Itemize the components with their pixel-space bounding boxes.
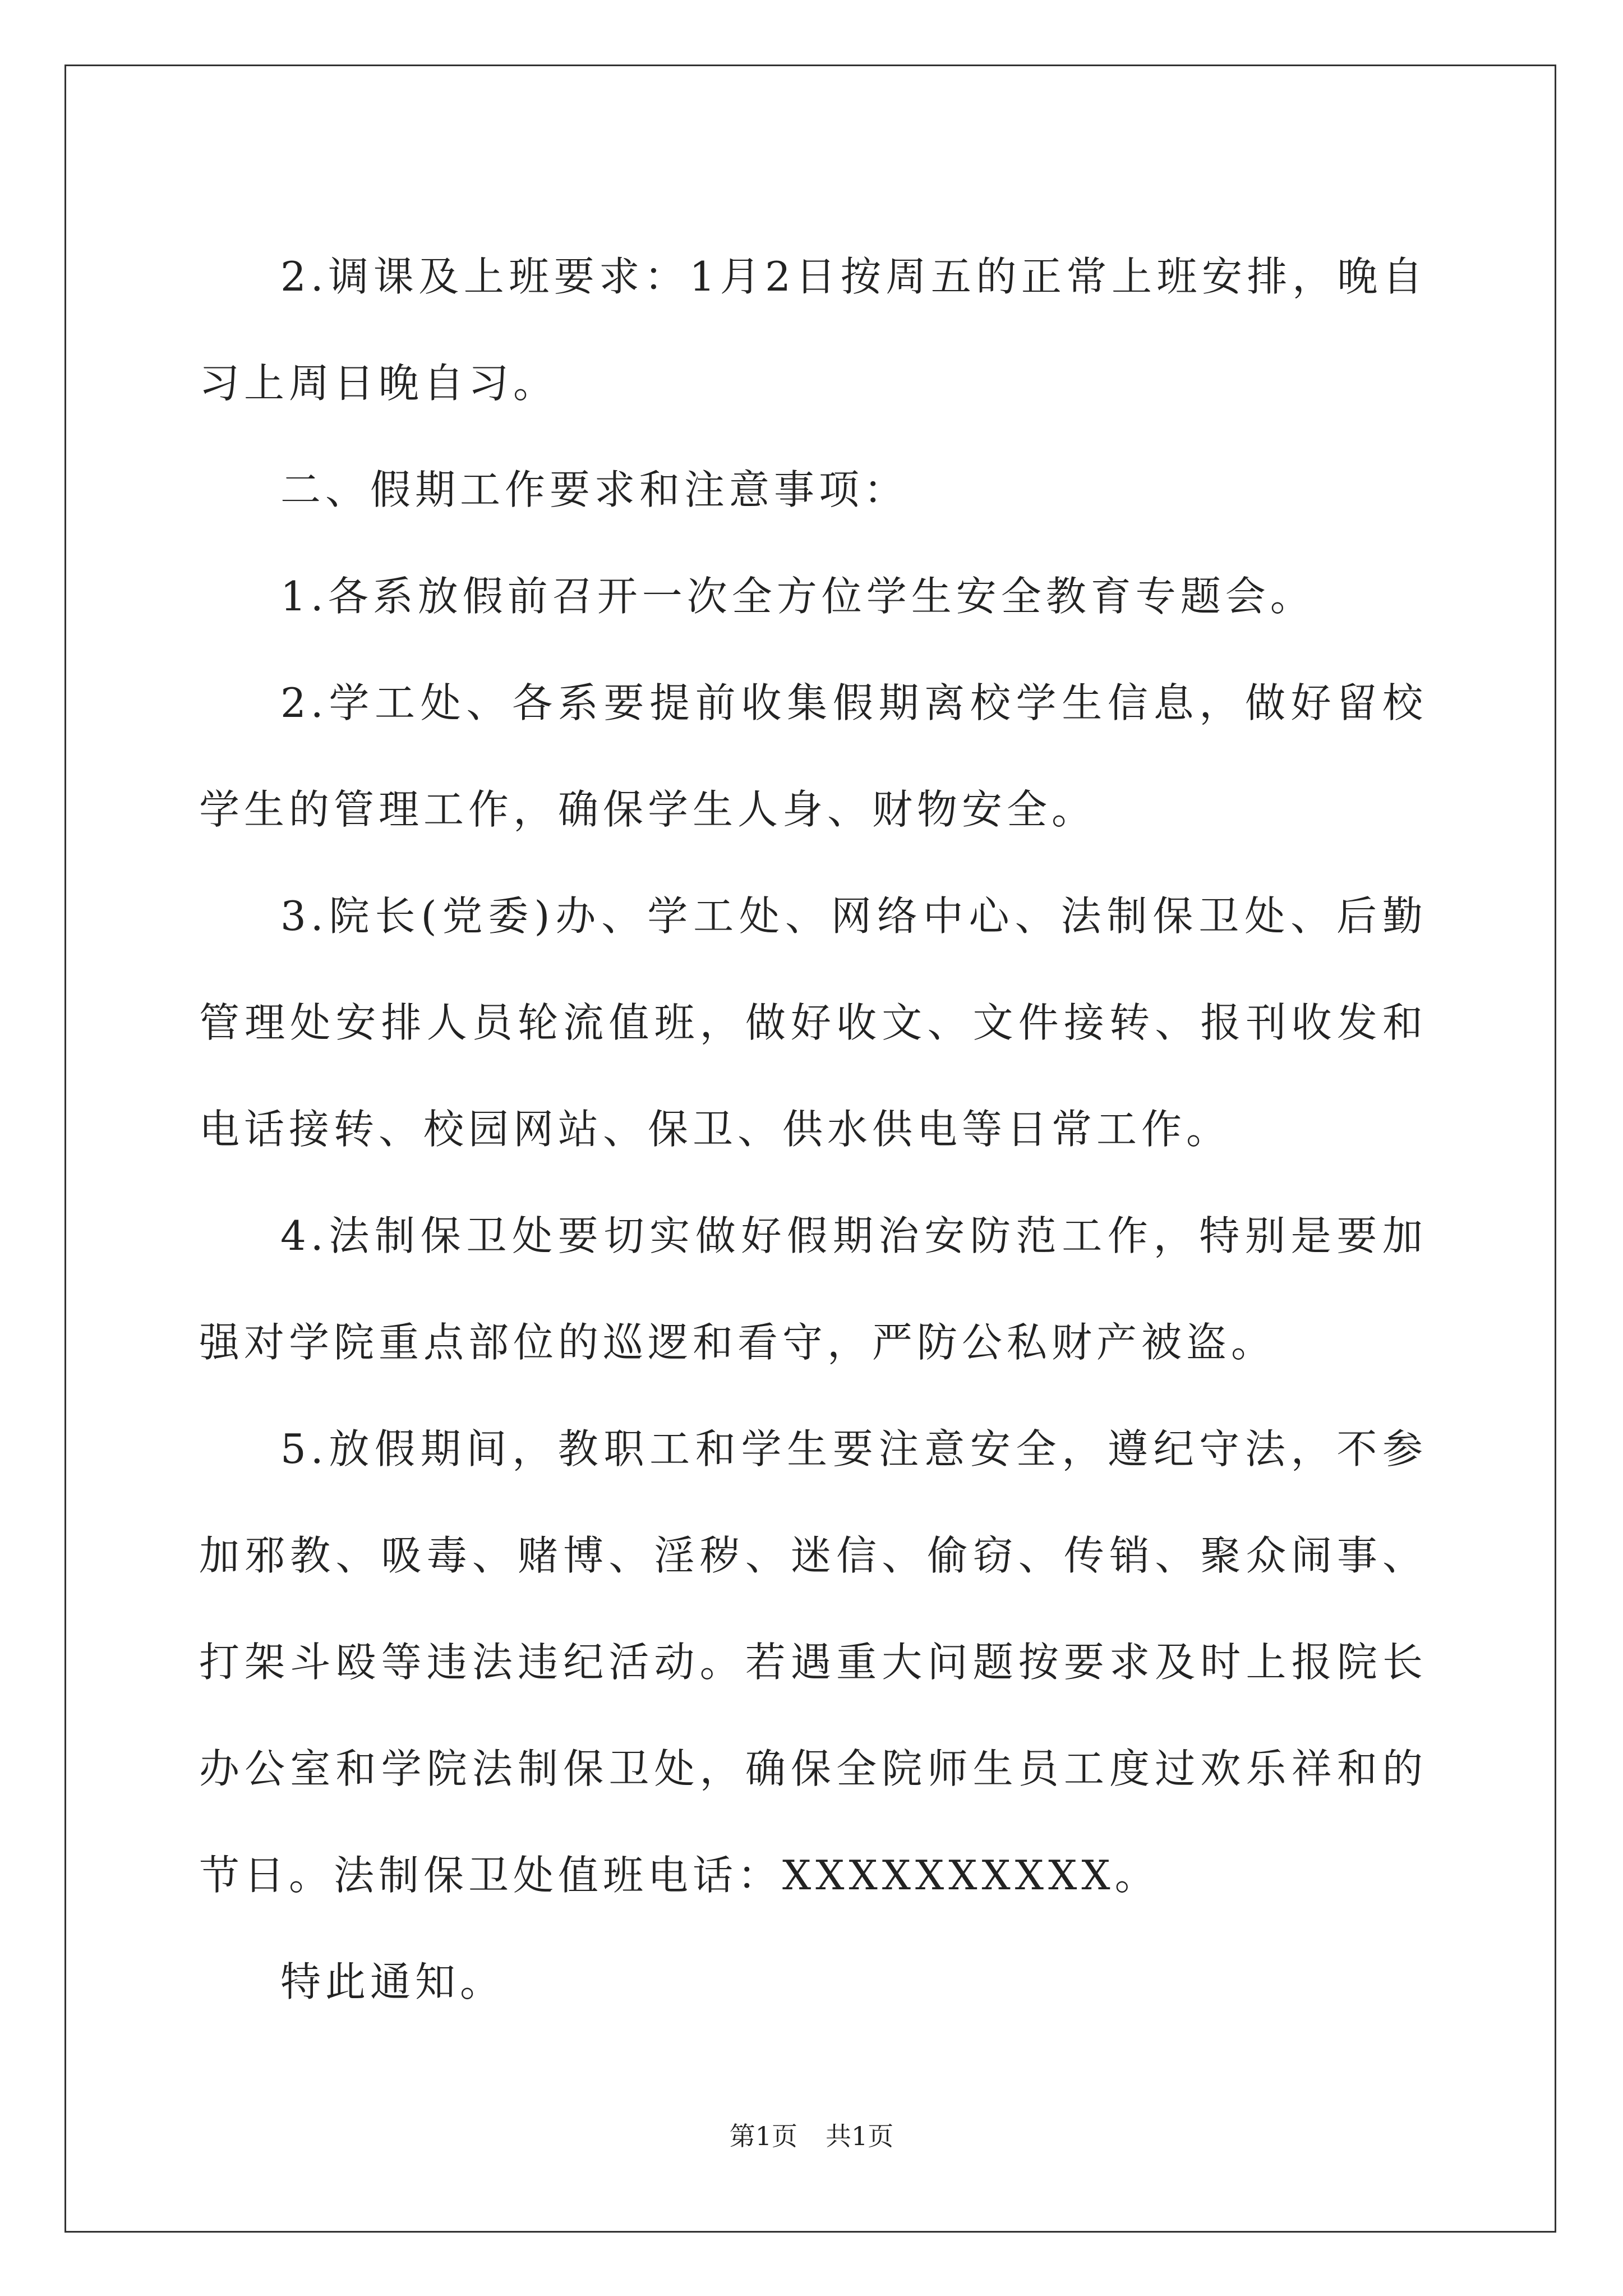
paragraph-safety-meeting: 1.各系放假前召开一次全方位学生安全教育专题会。 bbox=[280, 573, 1315, 620]
paragraph-student-info: 2.学工处、各系要提前收集假期离校学生信息，做好留校学生的管理工作，确保学生人身、财物安全。 bbox=[199, 679, 1427, 833]
paragraph-duty-roster: 3.院长(党委)办、学工处、网络中心、法制保卫处、后勤管理处安排人员轮流值班，做好收文、文件接转、报刊收发和电话接转、校园网站、保卫、供水供电等日常工作。 bbox=[199, 892, 1427, 1153]
page-total: 共1页 bbox=[826, 2121, 894, 2151]
page-footer bbox=[0, 2116, 1623, 2153]
section-heading-holiday-requirements: 二、假期工作要求和注意事项： bbox=[280, 466, 909, 513]
closing-notice: 特此通知。 bbox=[280, 1958, 505, 2005]
document-body bbox=[199, 223, 1427, 2035]
paragraph-safety-notice: 5.放假期间，教职工和学生要注意安全，遵纪守法，不参加邪教、吸毒、赌博、淫秽、迷信、偷窃、传销、聚众闹事、打架斗殴等违法违纪活动。若遇重大问题按要求及时上报院长办公室和学院法制保卫处，确保全院师生员工度过欢乐祥和的节日。法制保卫处值班电话：XXXXXXXXXX。 bbox=[199, 1425, 1427, 1899]
paragraph-security-patrol: 4.法制保卫处要切实做好假期治安防范工作，特别是要加强对学院重点部位的巡逻和看守，严防公私财产被盗。 bbox=[199, 1212, 1427, 1366]
paragraph-schedule-adjustment: 2.调课及上班要求：1月2日按周五的正常上班安排，晚自习上周日晚自习。 bbox=[199, 253, 1427, 407]
page-number: 第1页 bbox=[729, 2121, 797, 2151]
